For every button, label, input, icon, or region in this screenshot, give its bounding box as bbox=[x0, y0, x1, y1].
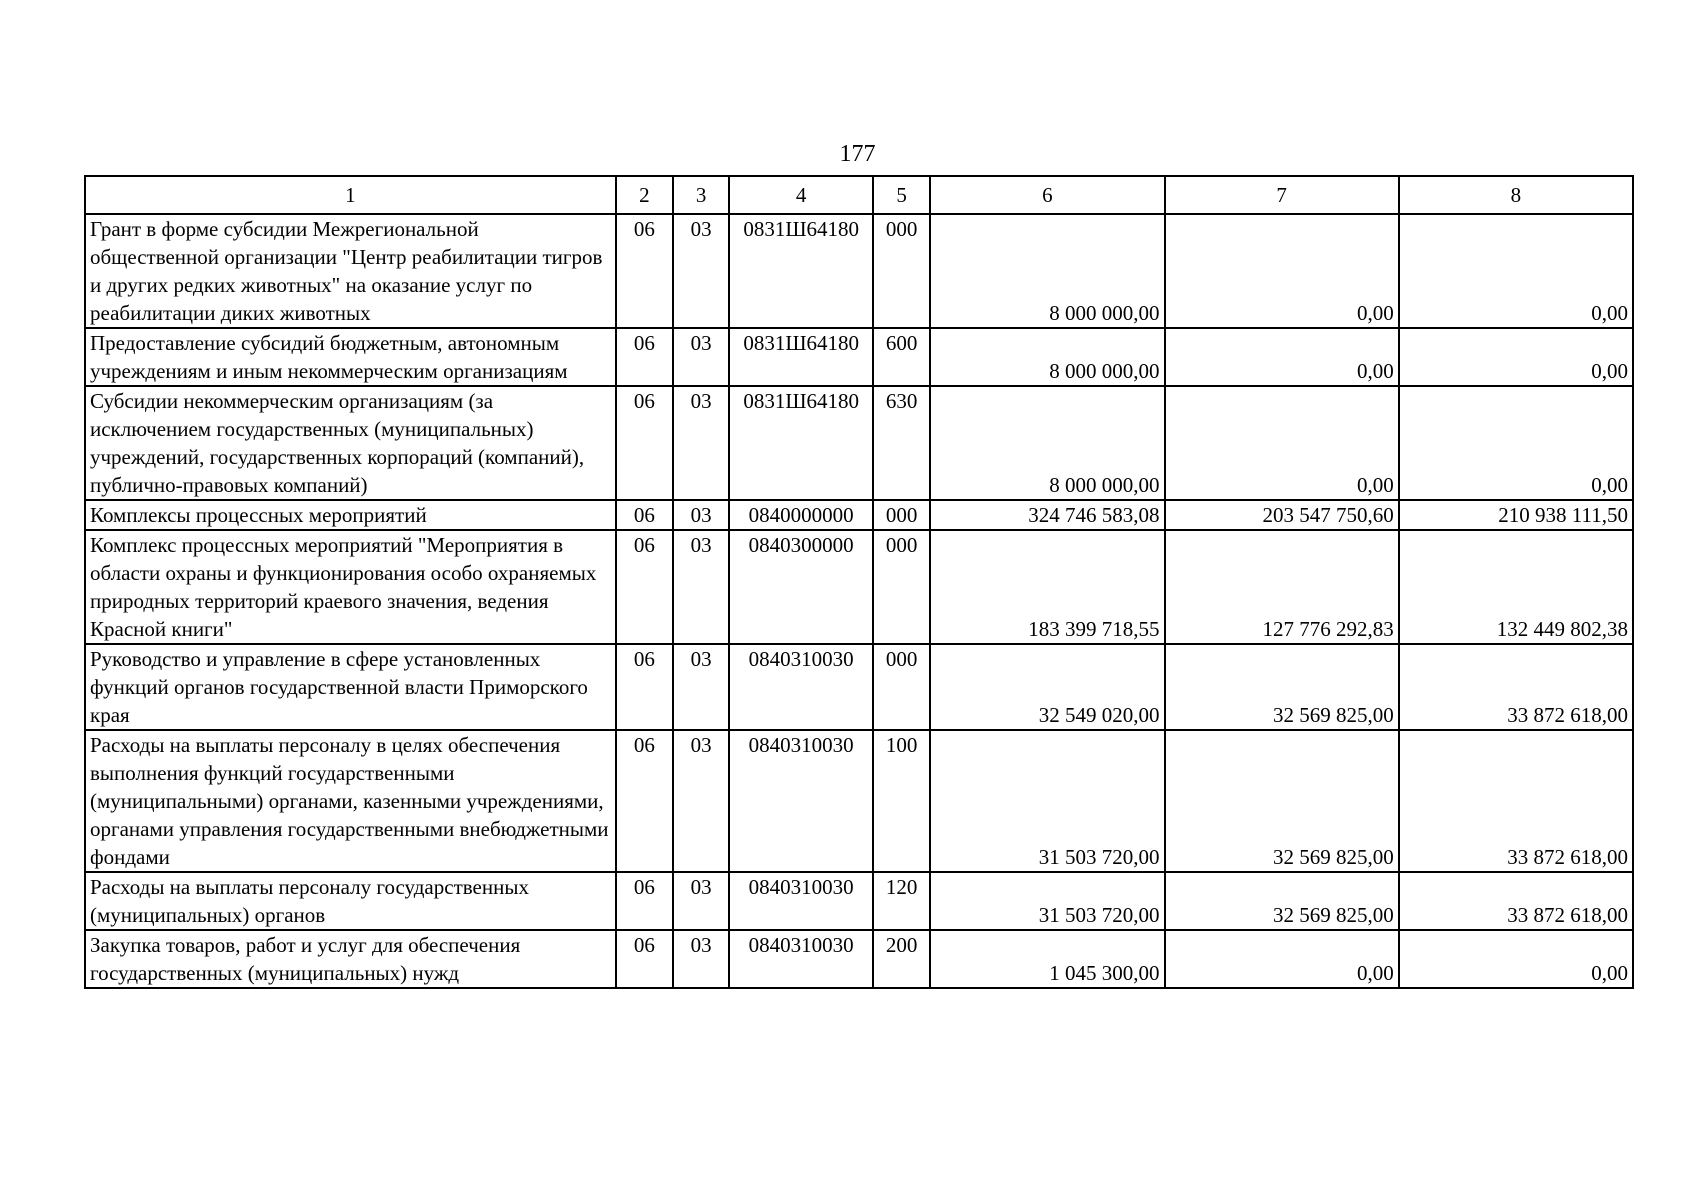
amount-col-8: 33 872 618,00 bbox=[1399, 872, 1633, 930]
column-header: 1 bbox=[85, 176, 616, 214]
column-header: 3 bbox=[673, 176, 729, 214]
amount-col-8: 0,00 bbox=[1399, 386, 1633, 500]
amount-col-7: 127 776 292,83 bbox=[1165, 530, 1399, 644]
amount-col-6: 8 000 000,00 bbox=[930, 214, 1164, 328]
table-row bbox=[85, 872, 1633, 930]
amount-col-6: 1 045 300,00 bbox=[930, 930, 1164, 988]
subsection-code: 03 bbox=[673, 328, 729, 386]
table-row bbox=[85, 930, 1633, 988]
column-header: 5 bbox=[873, 176, 930, 214]
column-header: 7 bbox=[1165, 176, 1399, 214]
expense-type-code: 200 bbox=[873, 930, 930, 988]
amount-col-7: 203 547 750,60 bbox=[1165, 500, 1399, 530]
amount-col-7: 0,00 bbox=[1165, 930, 1399, 988]
expense-name: Расходы на выплаты персоналу в целях обеспечения выполнения функций государственными (муниципальными) органами, казенными учреждениями, органами управления государственными внебюджетными фондами bbox=[85, 730, 616, 872]
table-row bbox=[85, 730, 1633, 872]
target-article-code: 0840300000 bbox=[729, 530, 873, 644]
section-code: 06 bbox=[616, 530, 673, 644]
expense-name: Расходы на выплаты персоналу государственных (муниципальных) органов bbox=[85, 872, 616, 930]
amount-col-7: 0,00 bbox=[1165, 214, 1399, 328]
amount-col-7: 32 569 825,00 bbox=[1165, 644, 1399, 730]
table-row bbox=[85, 328, 1633, 386]
expense-type-code: 100 bbox=[873, 730, 930, 872]
section-code: 06 bbox=[616, 872, 673, 930]
table-row bbox=[85, 644, 1633, 730]
table-row bbox=[85, 530, 1633, 644]
target-article-code: 0840310030 bbox=[729, 644, 873, 730]
subsection-code: 03 bbox=[673, 930, 729, 988]
section-code: 06 bbox=[616, 730, 673, 872]
subsection-code: 03 bbox=[673, 214, 729, 328]
expense-name: Субсидии некоммерческим организациям (за исключением государственных (муниципальных) учреждений, государственных корпораций (компаний), публично-правовых компаний) bbox=[85, 386, 616, 500]
subsection-code: 03 bbox=[673, 386, 729, 500]
amount-col-8: 0,00 bbox=[1399, 328, 1633, 386]
expense-type-code: 600 bbox=[873, 328, 930, 386]
section-code: 06 bbox=[616, 386, 673, 500]
amount-col-6: 183 399 718,55 bbox=[930, 530, 1164, 644]
expense-name: Комплексы процессных мероприятий bbox=[85, 500, 616, 530]
table-row bbox=[85, 500, 1633, 530]
target-article-code: 0831Ш64180 bbox=[729, 214, 873, 328]
expense-type-code: 000 bbox=[873, 214, 930, 328]
amount-col-8: 132 449 802,38 bbox=[1399, 530, 1633, 644]
amount-col-6: 31 503 720,00 bbox=[930, 872, 1164, 930]
expense-type-code: 000 bbox=[873, 530, 930, 644]
section-code: 06 bbox=[616, 644, 673, 730]
amount-col-6: 8 000 000,00 bbox=[930, 328, 1164, 386]
column-header: 6 bbox=[930, 176, 1164, 214]
expense-type-code: 120 bbox=[873, 872, 930, 930]
target-article-code: 0831Ш64180 bbox=[729, 386, 873, 500]
expense-type-code: 630 bbox=[873, 386, 930, 500]
expense-type-code: 000 bbox=[873, 644, 930, 730]
section-code: 06 bbox=[616, 500, 673, 530]
column-header: 4 bbox=[729, 176, 873, 214]
amount-col-8: 0,00 bbox=[1399, 930, 1633, 988]
column-header: 2 bbox=[616, 176, 673, 214]
target-article-code: 0840310030 bbox=[729, 930, 873, 988]
target-article-code: 0840310030 bbox=[729, 730, 873, 872]
amount-col-8: 33 872 618,00 bbox=[1399, 730, 1633, 872]
target-article-code: 0831Ш64180 bbox=[729, 328, 873, 386]
section-code: 06 bbox=[616, 328, 673, 386]
column-header: 8 bbox=[1399, 176, 1633, 214]
amount-col-7: 0,00 bbox=[1165, 386, 1399, 500]
subsection-code: 03 bbox=[673, 872, 729, 930]
budget-table bbox=[84, 175, 1634, 989]
subsection-code: 03 bbox=[673, 644, 729, 730]
expense-name: Грант в форме субсидии Межрегиональной общественной организации "Центр реабилитации тигров и других редких животных" на оказание услуг по реабилитации диких животных bbox=[85, 214, 616, 328]
table-header-row bbox=[85, 176, 1633, 214]
subsection-code: 03 bbox=[673, 500, 729, 530]
amount-col-8: 210 938 111,50 bbox=[1399, 500, 1633, 530]
amount-col-7: 32 569 825,00 bbox=[1165, 872, 1399, 930]
expense-name: Закупка товаров, работ и услуг для обеспечения государственных (муниципальных) нужд bbox=[85, 930, 616, 988]
target-article-code: 0840000000 bbox=[729, 500, 873, 530]
table-row bbox=[85, 386, 1633, 500]
amount-col-6: 32 549 020,00 bbox=[930, 644, 1164, 730]
target-article-code: 0840310030 bbox=[729, 872, 873, 930]
expense-name: Комплекс процессных мероприятий "Мероприятия в области охраны и функционирования особо охраняемых природных территорий краевого значения, ведения Красной книги" bbox=[85, 530, 616, 644]
amount-col-7: 32 569 825,00 bbox=[1165, 730, 1399, 872]
page-number: 177 bbox=[839, 141, 876, 167]
amount-col-6: 8 000 000,00 bbox=[930, 386, 1164, 500]
subsection-code: 03 bbox=[673, 530, 729, 644]
amount-col-8: 0,00 bbox=[1399, 214, 1633, 328]
section-code: 06 bbox=[616, 930, 673, 988]
expense-name: Предоставление субсидий бюджетным, автономным учреждениям и иным некоммерческим организациям bbox=[85, 328, 616, 386]
table-row bbox=[85, 214, 1633, 328]
expense-type-code: 000 bbox=[873, 500, 930, 530]
section-code: 06 bbox=[616, 214, 673, 328]
amount-col-7: 0,00 bbox=[1165, 328, 1399, 386]
amount-col-6: 31 503 720,00 bbox=[930, 730, 1164, 872]
amount-col-8: 33 872 618,00 bbox=[1399, 644, 1633, 730]
subsection-code: 03 bbox=[673, 730, 729, 872]
expense-name: Руководство и управление в сфере установленных функций органов государственной власти Приморского края bbox=[85, 644, 616, 730]
amount-col-6: 324 746 583,08 bbox=[930, 500, 1164, 530]
